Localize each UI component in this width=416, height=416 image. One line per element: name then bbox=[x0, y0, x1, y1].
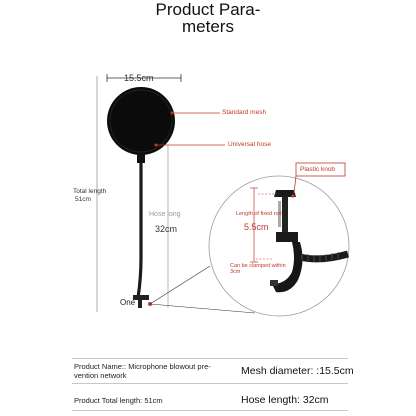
spec-product-name-2: vention network bbox=[74, 371, 127, 380]
plastic-knob-callout: Plastic knob bbox=[300, 166, 336, 173]
spec-hose-length: Hose length: 32cm bbox=[241, 394, 329, 406]
hose-long-label: Hose long bbox=[149, 211, 181, 218]
universal-hose-callout: Universal hose bbox=[228, 141, 271, 148]
fixed-rod-value: 5.5cm bbox=[244, 222, 269, 232]
total-length-label-2: 51cm bbox=[75, 196, 91, 203]
divider-top bbox=[72, 358, 348, 359]
fixed-rod-label: Length of fixed rod bbox=[236, 211, 282, 217]
spec-product-name-1: Product Name:: Microphone blowout pre- bbox=[74, 362, 211, 371]
width-label: 15.5cm bbox=[124, 73, 154, 83]
clamp-label-2: 3cm bbox=[230, 269, 241, 275]
gooseneck-hose bbox=[138, 162, 141, 298]
divider-mid bbox=[72, 383, 348, 384]
standard-mesh-callout: Standard mesh bbox=[222, 109, 267, 116]
clamp-label-1: Can be clamped within bbox=[230, 263, 286, 269]
hose-long-value: 32cm bbox=[155, 224, 178, 234]
page-title-line1: Product Para- bbox=[155, 0, 261, 19]
spec-total-length: Product Total length: 51cm bbox=[74, 396, 163, 405]
divider-bottom bbox=[72, 410, 348, 411]
total-length-label-1: Total length bbox=[73, 188, 107, 195]
page-title-line2: meters bbox=[182, 17, 234, 36]
one-label: One bbox=[120, 298, 136, 307]
spec-mesh-diameter: Mesh diameter: :15.5cm bbox=[241, 365, 354, 377]
